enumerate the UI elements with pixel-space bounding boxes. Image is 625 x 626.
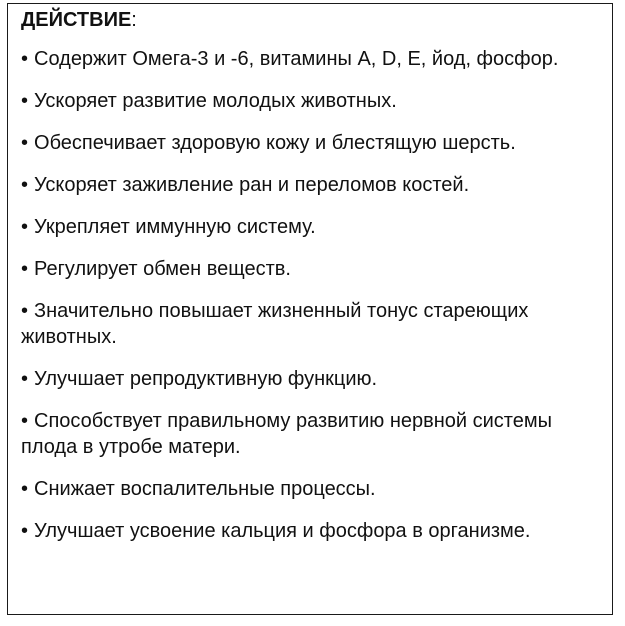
heading-colon: : (131, 9, 137, 31)
description-box (7, 3, 613, 615)
list-item (21, 298, 598, 350)
list-item-text: Обеспечивает здоровую кожу и блестящую шерсть. (34, 132, 516, 154)
bullet-icon: • (21, 300, 29, 322)
bullet-icon: • (21, 410, 29, 432)
list-item-text: Улучшает репродуктивную функцию. (34, 368, 378, 390)
bullet-icon: • (21, 478, 29, 500)
bullet-icon: • (21, 174, 29, 196)
benefits-list (21, 46, 598, 544)
list-item (21, 408, 598, 460)
bullet-icon: • (21, 368, 29, 390)
section-heading (21, 7, 598, 33)
bullet-icon: • (21, 258, 29, 280)
list-item (21, 88, 598, 114)
list-item-text: Содержит Омега-3 и -6, витамины А, D, Е, йод, фосфор. (34, 48, 559, 70)
list-item (21, 172, 598, 198)
bullet-icon: • (21, 90, 29, 112)
list-item-text: Ускоряет заживление ран и переломов костей. (34, 174, 470, 196)
list-item (21, 130, 598, 156)
list-item (21, 46, 598, 72)
list-item-text: Улучшает усвоение кальция и фосфора в организме. (34, 520, 531, 542)
list-item (21, 518, 598, 544)
list-item-text: Способствует правильному развитию нервной системы плода в утробе матери. (21, 410, 552, 458)
list-item-text: Укрепляет иммунную систему. (34, 216, 316, 238)
list-item-text: Ускоряет развитие молодых животных. (34, 90, 397, 112)
list-item-text: Регулирует обмен веществ. (34, 258, 291, 280)
list-item (21, 366, 598, 392)
bullet-icon: • (21, 520, 29, 542)
list-item-text: Значительно повышает жизненный тонус стареющих животных. (21, 300, 529, 348)
bullet-icon: • (21, 48, 29, 70)
list-item (21, 256, 598, 282)
bullet-icon: • (21, 132, 29, 154)
list-item (21, 476, 598, 502)
heading-title: ДЕЙСТВИЕ (21, 9, 132, 31)
bullet-icon: • (21, 216, 29, 238)
list-item (21, 214, 598, 240)
list-item-text: Снижает воспалительные процессы. (34, 478, 376, 500)
